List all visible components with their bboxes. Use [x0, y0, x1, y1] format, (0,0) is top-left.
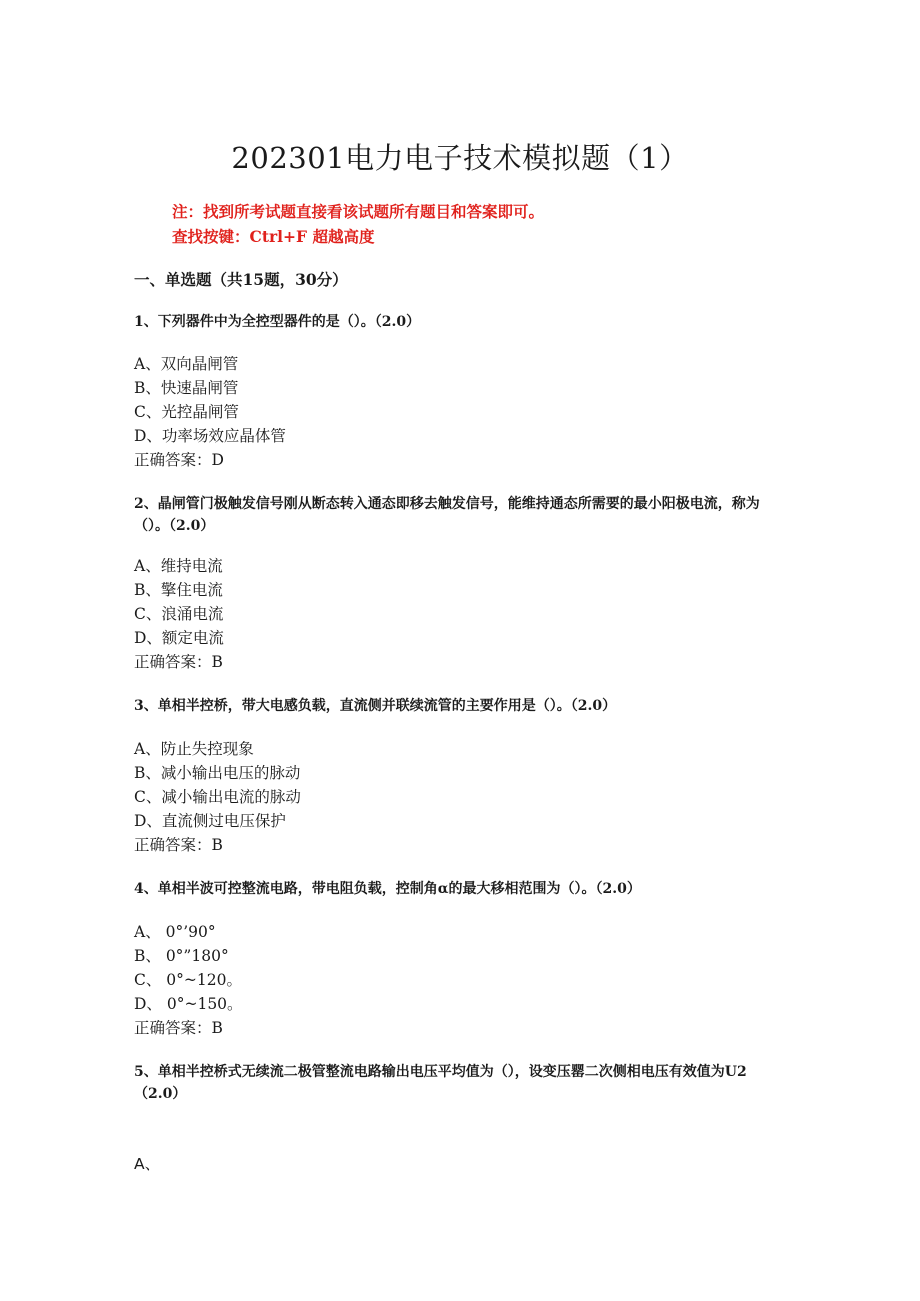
- question-1-option-d: D、功率场效应晶体管: [134, 427, 286, 445]
- question-3-option-c: C、减小输出电流的脉动: [134, 788, 301, 806]
- question-1-text: 1、下列器件中为全控型器件的是（）。（2.0）: [134, 314, 421, 330]
- question-4-option-b: B、 0°”180°: [134, 947, 229, 965]
- question-4-text: 4、单相半波可控整流电路，带电阻负载，控制角α的最大移相范围为（）。（2.0）: [134, 881, 641, 897]
- question-1-option-b: B、快速晶闸管: [134, 379, 239, 397]
- question-2-option-d: D、额定电流: [134, 629, 224, 647]
- question-2-text: 2、晶闸管门极触发信号刚从断态转入通态即移去触发信号，能维持通态所需要的最小阳极电流，称为（）。（2.0）: [134, 496, 760, 534]
- question-5-option-a: A、: [134, 1155, 161, 1173]
- section-heading: 一、单选题（共15题，30分）: [134, 270, 348, 289]
- question-2-option-b: B、擎住电流: [134, 581, 223, 599]
- question-3-option-b: B、减小输出电压的脉动: [134, 764, 301, 782]
- note-line-1: 注：找到所考试题直接看该试题所有题目和答案即可。: [172, 202, 545, 221]
- question-4-option-a: A、 0°’90°: [134, 923, 216, 941]
- question-3-answer: 正确答案：B: [134, 836, 223, 854]
- question-2-option-c: C、浪涌电流: [134, 605, 224, 623]
- document-title: 202301电力电子技术模拟题（1）: [231, 141, 689, 175]
- question-2-answer: 正确答案：B: [134, 653, 223, 671]
- question-1-answer: 正确答案：D: [134, 451, 224, 469]
- question-3-option-d: D、直流侧过电压保护: [134, 812, 286, 830]
- question-5-text: 5、单相半控桥式无续流二极管整流电路输出电压平均值为（），设变压罂二次侧相电压有效值为U2（2.0）: [134, 1064, 747, 1102]
- note-line-2: 查找按键：Ctrl+F 超越高度: [172, 227, 375, 246]
- question-3-text: 3、单相半控桥，带大电感负载，直流侧并联续流管的主要作用是（）。（2.0）: [134, 698, 617, 714]
- question-1-option-a: A、双向晶闸管: [134, 355, 239, 373]
- question-4-option-d: D、 0°~150。: [134, 995, 243, 1013]
- question-4-answer: 正确答案：B: [134, 1019, 223, 1037]
- question-3-option-a: A、防止失控现象: [134, 740, 254, 758]
- question-4-option-c: C、 0°~120。: [134, 971, 242, 989]
- question-2-option-a: A、维持电流: [134, 557, 223, 575]
- question-1-option-c: C、光控晶闸管: [134, 403, 239, 421]
